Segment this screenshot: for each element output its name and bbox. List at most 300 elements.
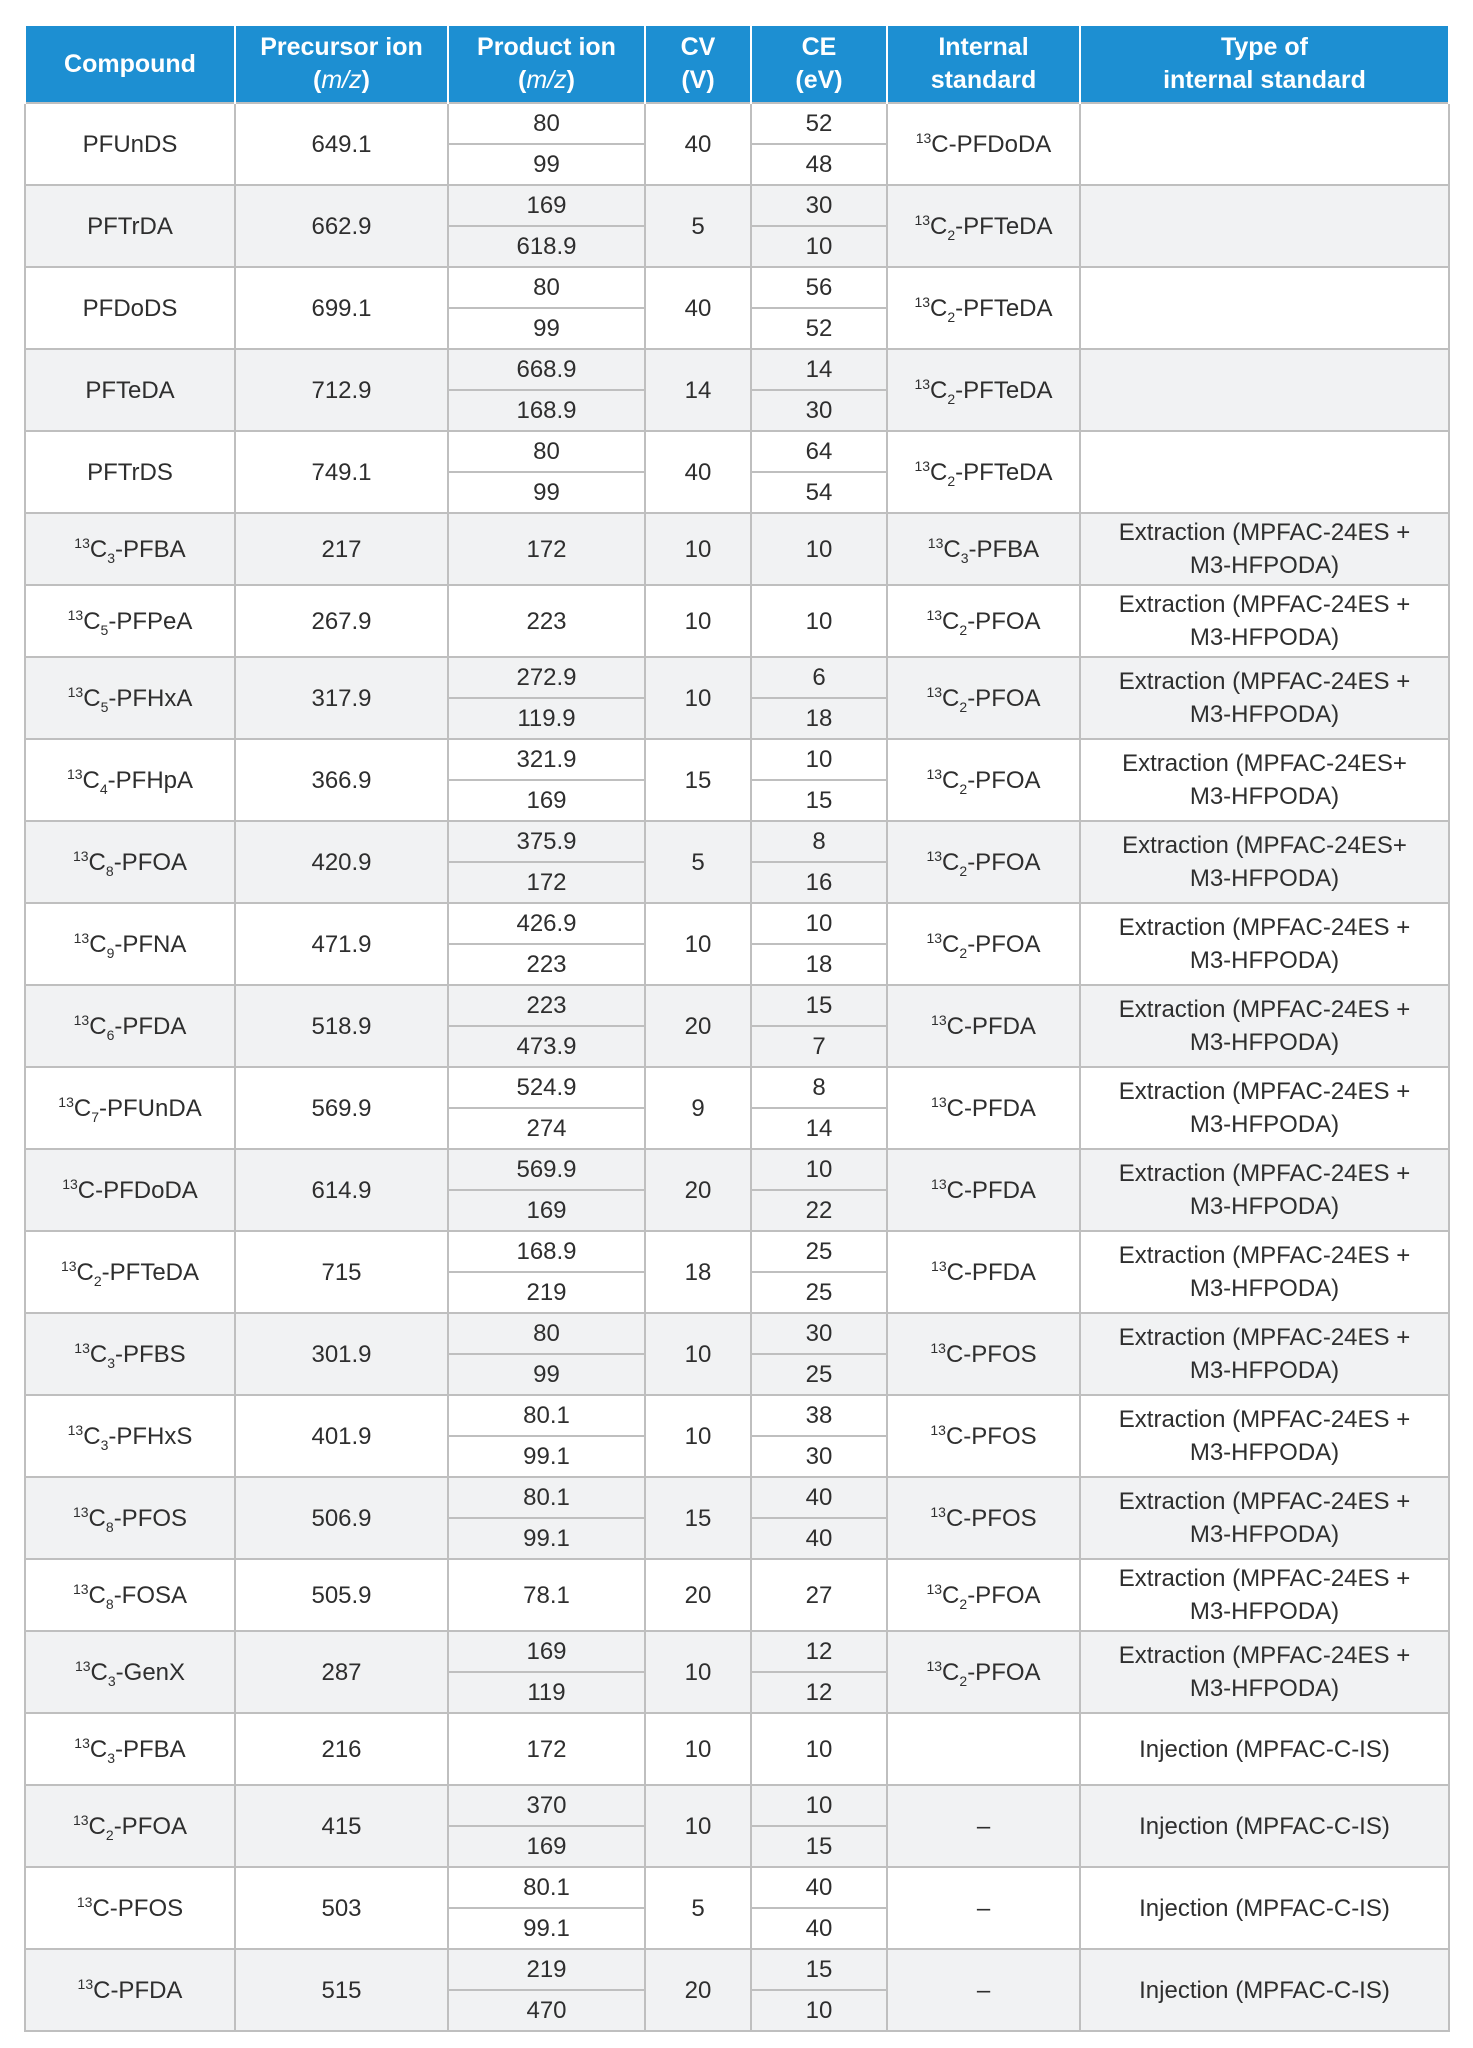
ce-cell: 56 bbox=[751, 267, 887, 308]
ce-cell: 10 bbox=[751, 226, 887, 267]
isotope-superscript: 13 bbox=[914, 293, 931, 310]
compound-cell: $^{13}C_8$-FOSA bbox=[25, 1559, 235, 1631]
table-row bbox=[25, 1477, 1449, 1518]
product-ion-cell: 99 bbox=[448, 1354, 645, 1395]
type-of-internal-standard-cell bbox=[1080, 1559, 1449, 1631]
type-line: M3-HFPODA) bbox=[1189, 1357, 1340, 1384]
type-line: M3-HFPODA) bbox=[1189, 947, 1340, 974]
isotope-subscript: 2 bbox=[959, 1672, 968, 1689]
type-of-internal-standard-cell bbox=[1080, 585, 1449, 657]
cv-cell: 40 bbox=[645, 103, 751, 185]
isotope-superscript: 13 bbox=[76, 1893, 93, 1910]
compound-cell: $^{13}C_3$-GenX bbox=[25, 1631, 235, 1713]
ce-cell: 16 bbox=[751, 862, 887, 903]
compound-cell bbox=[25, 267, 235, 349]
product-ion-cell: 223 bbox=[448, 985, 645, 1026]
table-row bbox=[25, 267, 1449, 308]
compound-cell: $^{13}C_3$-PFBA bbox=[25, 513, 235, 585]
ce-cell: 14 bbox=[751, 349, 887, 390]
internal-standard-cell bbox=[887, 1395, 1080, 1477]
precursor-ion-cell: 505.9 bbox=[235, 1559, 448, 1631]
table-row bbox=[25, 1949, 1449, 1990]
internal-standard-name: -PFBA bbox=[968, 535, 1040, 563]
product-ion-cell: 169 bbox=[448, 1826, 645, 1867]
product-ion-cell: 168.9 bbox=[448, 1231, 645, 1272]
header-precursor-ion: Precursor ion (m/z) bbox=[235, 25, 448, 103]
compound-cell: $^{13}C_7$-PFUnDA bbox=[25, 1067, 235, 1149]
isotope-superscript: 13 bbox=[926, 1657, 943, 1674]
type-of-internal-standard-cell bbox=[1080, 821, 1449, 903]
internal-standard-cell: $^{13}C_2$-PFTeDA bbox=[887, 267, 1080, 349]
compound-name: -PFTeDA bbox=[101, 1258, 200, 1286]
precursor-ion-cell: 471.9 bbox=[235, 903, 448, 985]
product-ion-cell: 618.9 bbox=[448, 226, 645, 267]
isotope-superscript: 13 bbox=[927, 534, 944, 551]
isotope-subscript: 3 bbox=[100, 1436, 109, 1453]
type-of-internal-standard-cell bbox=[1080, 985, 1449, 1067]
product-ion-cell: 80 bbox=[448, 267, 645, 308]
internal-standard-cell: $^{13}C_2$-PFOA bbox=[887, 739, 1080, 821]
product-ion-cell: 80.1 bbox=[448, 1477, 645, 1518]
compound-cell bbox=[25, 1867, 235, 1949]
product-ion-cell: 274 bbox=[448, 1108, 645, 1149]
product-ion-cell: 169 bbox=[448, 1631, 645, 1672]
product-ion-cell: 272.9 bbox=[448, 657, 645, 698]
ce-cell: 10 bbox=[751, 903, 887, 944]
internal-standard-cell bbox=[887, 1785, 1080, 1867]
isotope-subscript: 2 bbox=[947, 226, 956, 243]
isotope-superscript: 13 bbox=[931, 1257, 947, 1274]
type-of-internal-standard-cell bbox=[1080, 657, 1449, 739]
internal-standard-name: – bbox=[976, 1894, 991, 1922]
compound-cell bbox=[25, 431, 235, 513]
isotope-superscript: 13 bbox=[72, 1503, 89, 1520]
cv-cell: 10 bbox=[645, 1395, 751, 1477]
isotope-subscript: 2 bbox=[947, 390, 956, 407]
isotope-superscript: 13 bbox=[77, 1975, 94, 1992]
isotope-subscript: 5 bbox=[100, 698, 109, 715]
isotope-subscript: 2 bbox=[959, 621, 968, 638]
type-line: Extraction (MPFAC-24ES + bbox=[1118, 519, 1411, 546]
compound-name: -PFOA bbox=[113, 1812, 188, 1840]
table-row bbox=[25, 1231, 1449, 1272]
precursor-ion-cell: 267.9 bbox=[235, 585, 448, 657]
type-of-internal-standard-cell bbox=[1080, 1477, 1449, 1559]
isotope-subscript: 2 bbox=[959, 780, 968, 797]
ce-cell: 8 bbox=[751, 821, 887, 862]
ce-cell: 8 bbox=[751, 1067, 887, 1108]
internal-standard-cell bbox=[887, 1313, 1080, 1395]
ce-cell: 52 bbox=[751, 103, 887, 144]
isotope-superscript: 13 bbox=[914, 375, 931, 392]
table-row bbox=[25, 513, 1449, 585]
product-ion-cell: 426.9 bbox=[448, 903, 645, 944]
compound-name: -PFUnDA bbox=[99, 1094, 202, 1122]
type-line: Extraction (MPFAC-24ES + bbox=[1118, 1565, 1411, 1592]
product-ion-cell: 169 bbox=[448, 185, 645, 226]
internal-standard-name: -PFTeDA bbox=[955, 294, 1053, 322]
isotope-superscript: 13 bbox=[915, 129, 932, 146]
precursor-ion-cell: 515 bbox=[235, 1949, 448, 2031]
compound-name: PFTrDA bbox=[87, 212, 173, 240]
type-of-internal-standard-cell bbox=[1080, 349, 1449, 431]
type-line: Injection (MPFAC-C-IS) bbox=[1139, 1812, 1390, 1840]
product-ion-cell: 99 bbox=[448, 472, 645, 513]
isotope-superscript: 13 bbox=[73, 1011, 90, 1028]
table-row bbox=[25, 739, 1449, 780]
internal-standard-name: C-PFDA bbox=[946, 1176, 1036, 1204]
type-line: Extraction (MPFAC-24ES + bbox=[1118, 1242, 1411, 1269]
isotope-superscript: 13 bbox=[926, 683, 943, 700]
compound-cell bbox=[25, 185, 235, 267]
isotope-subscript: 2 bbox=[959, 1595, 968, 1612]
isotope-subscript: 3 bbox=[107, 1672, 116, 1689]
table-row bbox=[25, 1631, 1449, 1672]
internal-standard-name: -PFOA bbox=[967, 1658, 1041, 1686]
header-type-of-internal-standard: Type of internal standard bbox=[1080, 25, 1449, 103]
ce-cell: 40 bbox=[751, 1867, 887, 1908]
compound-name: PFTrDS bbox=[87, 458, 173, 486]
internal-standard-name: C-PFDA bbox=[946, 1258, 1036, 1286]
type-line: Extraction (MPFAC-24ES + bbox=[1118, 591, 1411, 618]
ce-cell: 25 bbox=[751, 1231, 887, 1272]
type-line: M3-HFPODA) bbox=[1189, 1439, 1340, 1466]
ce-cell: 12 bbox=[751, 1672, 887, 1713]
internal-standard-cell: $^{13}C_2$-PFTeDA bbox=[887, 185, 1080, 267]
internal-standard-name: – bbox=[976, 1976, 991, 2004]
ce-cell: 6 bbox=[751, 657, 887, 698]
isotope-subscript: 8 bbox=[105, 1518, 114, 1535]
cv-cell: 10 bbox=[645, 657, 751, 739]
type-line: Extraction (MPFAC-24ES + bbox=[1118, 914, 1411, 941]
compound-cell bbox=[25, 1149, 235, 1231]
isotope-superscript: 13 bbox=[931, 1011, 947, 1028]
precursor-ion-cell: 503 bbox=[235, 1867, 448, 1949]
type-line: M3-HFPODA) bbox=[1189, 624, 1340, 651]
isotope-subscript: 3 bbox=[107, 1749, 116, 1766]
internal-standard-name: -PFOA bbox=[967, 684, 1041, 712]
internal-standard-cell: $^{13}C_2$-PFOA bbox=[887, 821, 1080, 903]
header-internal-standard: Internal standard bbox=[887, 25, 1080, 103]
product-ion-cell: 80 bbox=[448, 103, 645, 144]
table-row bbox=[25, 431, 1449, 472]
cv-cell: 18 bbox=[645, 1231, 751, 1313]
isotope-superscript: 13 bbox=[67, 683, 84, 700]
compound-cell: $^{13}C_9$-PFNA bbox=[25, 903, 235, 985]
product-ion-cell: 119.9 bbox=[448, 698, 645, 739]
product-ion-cell: 80.1 bbox=[448, 1867, 645, 1908]
product-ion-cell: 168.9 bbox=[448, 390, 645, 431]
precursor-ion-cell: 401.9 bbox=[235, 1395, 448, 1477]
precursor-ion-cell: 287 bbox=[235, 1631, 448, 1713]
compound-name: -PFBA bbox=[115, 535, 186, 563]
type-of-internal-standard-cell bbox=[1080, 1631, 1449, 1713]
type-of-internal-standard-cell bbox=[1080, 1395, 1449, 1477]
product-ion-cell: 668.9 bbox=[448, 349, 645, 390]
compound-cell: $^{13}C_4$-PFHpA bbox=[25, 739, 235, 821]
internal-standard-cell bbox=[887, 1713, 1080, 1785]
type-of-internal-standard-cell bbox=[1080, 1713, 1449, 1785]
isotope-subscript: 3 bbox=[107, 1354, 116, 1371]
isotope-superscript: 13 bbox=[930, 1421, 946, 1438]
table-row bbox=[25, 1713, 1449, 1785]
ce-cell: 30 bbox=[751, 1436, 887, 1477]
table-row bbox=[25, 903, 1449, 944]
product-ion-cell: 169 bbox=[448, 1190, 645, 1231]
internal-standard-cell: $^{13}C_2$-PFTeDA bbox=[887, 349, 1080, 431]
internal-standard-cell bbox=[887, 1949, 1080, 2031]
type-of-internal-standard-cell bbox=[1080, 1867, 1449, 1949]
type-line: Extraction (MPFAC-24ES + bbox=[1118, 1324, 1411, 1351]
product-ion-cell: 99.1 bbox=[448, 1908, 645, 1949]
internal-standard-cell: $^{13}C_2$-PFOA bbox=[887, 903, 1080, 985]
compound-name: PFTeDA bbox=[85, 376, 175, 404]
compound-name: -PFHpA bbox=[107, 766, 194, 794]
precursor-ion-cell: 662.9 bbox=[235, 185, 448, 267]
compound-name: PFUnDS bbox=[82, 130, 178, 158]
cv-cell: 15 bbox=[645, 1477, 751, 1559]
precursor-ion-cell: 699.1 bbox=[235, 267, 448, 349]
compound-name: -PFNA bbox=[114, 930, 187, 958]
ce-cell: 15 bbox=[751, 1826, 887, 1867]
isotope-superscript: 13 bbox=[66, 765, 83, 782]
isotope-subscript: 9 bbox=[106, 944, 115, 961]
ce-cell: 40 bbox=[751, 1908, 887, 1949]
ce-cell: 18 bbox=[751, 698, 887, 739]
compound-cell: $^{13}C_2$-PFOA bbox=[25, 1785, 235, 1867]
internal-standard-cell: $^{13}C_2$-PFOA bbox=[887, 657, 1080, 739]
isotope-subscript: 5 bbox=[100, 621, 109, 638]
ce-cell: 40 bbox=[751, 1477, 887, 1518]
internal-standard-name: – bbox=[976, 1812, 991, 1840]
ce-cell: 30 bbox=[751, 185, 887, 226]
product-ion-cell: 473.9 bbox=[448, 1026, 645, 1067]
isotope-subscript: 2 bbox=[105, 1826, 114, 1843]
compound-name: -PFHxA bbox=[108, 684, 193, 712]
compound-name: -PFOA bbox=[113, 848, 188, 876]
internal-standard-cell: $^{13}C_2$-PFOA bbox=[887, 1559, 1080, 1631]
type-line: M3-HFPODA) bbox=[1189, 1029, 1340, 1056]
isotope-superscript: 13 bbox=[926, 606, 943, 623]
compound-cell: $^{13}C_3$-PFBA bbox=[25, 1713, 235, 1785]
isotope-subscript: 2 bbox=[947, 472, 956, 489]
product-ion-cell: 524.9 bbox=[448, 1067, 645, 1108]
ce-cell: 10 bbox=[751, 585, 887, 657]
precursor-ion-cell: 415 bbox=[235, 1785, 448, 1867]
product-ion-cell: 172 bbox=[448, 513, 645, 585]
cv-cell: 10 bbox=[645, 1313, 751, 1395]
ce-cell: 7 bbox=[751, 1026, 887, 1067]
ce-cell: 27 bbox=[751, 1559, 887, 1631]
compound-cell: $^{13}C_8$-PFOS bbox=[25, 1477, 235, 1559]
compound-cell: $^{13}C_5$-PFHxA bbox=[25, 657, 235, 739]
compound-name: -PFBS bbox=[115, 1340, 186, 1368]
internal-standard-name: C-PFDoDA bbox=[931, 130, 1052, 158]
isotope-subscript: 2 bbox=[959, 862, 968, 879]
cv-cell: 14 bbox=[645, 349, 751, 431]
cv-cell: 20 bbox=[645, 1149, 751, 1231]
compound-name: -PFOS bbox=[113, 1504, 188, 1532]
type-of-internal-standard-cell bbox=[1080, 1785, 1449, 1867]
internal-standard-cell bbox=[887, 1231, 1080, 1313]
internal-standard-cell bbox=[887, 985, 1080, 1067]
type-line: M3-HFPODA) bbox=[1189, 1675, 1340, 1702]
isotope-superscript: 13 bbox=[914, 457, 931, 474]
type-line: M3-HFPODA) bbox=[1189, 1111, 1340, 1138]
isotope-superscript: 13 bbox=[931, 1175, 947, 1192]
ce-cell: 25 bbox=[751, 1354, 887, 1395]
precursor-ion-cell: 366.9 bbox=[235, 739, 448, 821]
isotope-subscript: 7 bbox=[91, 1108, 100, 1125]
type-line: M3-HFPODA) bbox=[1189, 552, 1340, 579]
product-ion-cell: 99.1 bbox=[448, 1436, 645, 1477]
precursor-ion-cell: 569.9 bbox=[235, 1067, 448, 1149]
type-line: M3-HFPODA) bbox=[1189, 1521, 1340, 1548]
isotope-subscript: 2 bbox=[959, 944, 968, 961]
type-line: Injection (MPFAC-C-IS) bbox=[1139, 1976, 1390, 2004]
precursor-ion-cell: 301.9 bbox=[235, 1313, 448, 1395]
cv-cell: 10 bbox=[645, 585, 751, 657]
internal-standard-cell bbox=[887, 1149, 1080, 1231]
isotope-superscript: 13 bbox=[72, 1580, 89, 1597]
precursor-ion-cell: 506.9 bbox=[235, 1477, 448, 1559]
cv-cell: 9 bbox=[645, 1067, 751, 1149]
ce-cell: 10 bbox=[751, 1990, 887, 2031]
type-of-internal-standard-cell bbox=[1080, 739, 1449, 821]
product-ion-cell: 172 bbox=[448, 862, 645, 903]
ce-cell: 64 bbox=[751, 431, 887, 472]
product-ion-cell: 470 bbox=[448, 1990, 645, 2031]
product-ion-cell: 321.9 bbox=[448, 739, 645, 780]
type-of-internal-standard-cell bbox=[1080, 1949, 1449, 2031]
type-of-internal-standard-cell bbox=[1080, 1149, 1449, 1231]
compound-name: C-PFDoDA bbox=[77, 1176, 198, 1204]
table-row bbox=[25, 1785, 1449, 1826]
isotope-superscript: 13 bbox=[72, 847, 89, 864]
type-line: Extraction (MPFAC-24ES+ bbox=[1122, 832, 1407, 859]
isotope-subscript: 2 bbox=[93, 1272, 102, 1289]
isotope-superscript: 13 bbox=[73, 929, 90, 946]
cv-cell: 10 bbox=[645, 1785, 751, 1867]
isotope-superscript: 13 bbox=[926, 847, 943, 864]
product-ion-cell: 99 bbox=[448, 144, 645, 185]
isotope-subscript: 4 bbox=[99, 780, 108, 797]
product-ion-cell: 172 bbox=[448, 1713, 645, 1785]
product-ion-cell: 99 bbox=[448, 308, 645, 349]
ce-cell: 25 bbox=[751, 1272, 887, 1313]
isotope-superscript: 13 bbox=[930, 1503, 946, 1520]
internal-standard-name: C-PFOS bbox=[945, 1422, 1037, 1450]
header-row bbox=[25, 25, 1449, 103]
internal-standard-cell bbox=[887, 103, 1080, 185]
ce-cell: 10 bbox=[751, 1785, 887, 1826]
product-ion-cell: 219 bbox=[448, 1272, 645, 1313]
table-row bbox=[25, 185, 1449, 226]
ce-cell: 40 bbox=[751, 1518, 887, 1559]
isotope-superscript: 13 bbox=[926, 765, 943, 782]
precursor-ion-cell: 518.9 bbox=[235, 985, 448, 1067]
table-row bbox=[25, 1559, 1449, 1631]
type-of-internal-standard-cell bbox=[1080, 267, 1449, 349]
internal-standard-cell bbox=[887, 1477, 1080, 1559]
internal-standard-cell: $^{13}C_2$-PFOA bbox=[887, 585, 1080, 657]
ce-cell: 10 bbox=[751, 1713, 887, 1785]
isotope-subscript: 2 bbox=[959, 698, 968, 715]
isotope-subscript: 2 bbox=[947, 308, 956, 325]
isotope-superscript: 13 bbox=[931, 1093, 947, 1110]
table-row bbox=[25, 103, 1449, 144]
isotope-superscript: 13 bbox=[74, 1339, 90, 1356]
product-ion-cell: 375.9 bbox=[448, 821, 645, 862]
type-line: Injection (MPFAC-C-IS) bbox=[1139, 1735, 1390, 1763]
ce-cell: 52 bbox=[751, 308, 887, 349]
ce-cell: 30 bbox=[751, 1313, 887, 1354]
ce-cell: 48 bbox=[751, 144, 887, 185]
internal-standard-cell bbox=[887, 1867, 1080, 1949]
ce-cell: 15 bbox=[751, 780, 887, 821]
header-compound: Compound bbox=[25, 25, 235, 103]
cv-cell: 40 bbox=[645, 431, 751, 513]
precursor-ion-cell: 217 bbox=[235, 513, 448, 585]
product-ion-cell: 78.1 bbox=[448, 1559, 645, 1631]
compound-cell: $^{13}C_8$-PFOA bbox=[25, 821, 235, 903]
product-ion-cell: 223 bbox=[448, 585, 645, 657]
type-line: M3-HFPODA) bbox=[1189, 1598, 1340, 1625]
internal-standard-name: -PFTeDA bbox=[955, 212, 1053, 240]
isotope-subscript: 3 bbox=[107, 549, 116, 566]
ce-cell: 38 bbox=[751, 1395, 887, 1436]
isotope-superscript: 13 bbox=[914, 211, 931, 228]
product-ion-cell: 219 bbox=[448, 1949, 645, 1990]
isotope-superscript: 13 bbox=[74, 534, 90, 551]
cv-cell: 10 bbox=[645, 1713, 751, 1785]
compound-name: PFDoDS bbox=[82, 294, 178, 322]
ce-cell: 15 bbox=[751, 1949, 887, 1990]
table-header bbox=[25, 25, 1449, 103]
precursor-ion-cell: 317.9 bbox=[235, 657, 448, 739]
type-line: Extraction (MPFAC-24ES + bbox=[1118, 1406, 1411, 1433]
type-of-internal-standard-cell bbox=[1080, 513, 1449, 585]
product-ion-cell: 99.1 bbox=[448, 1518, 645, 1559]
internal-standard-name: -PFOA bbox=[967, 930, 1041, 958]
cv-cell: 5 bbox=[645, 185, 751, 267]
cv-cell: 20 bbox=[645, 1559, 751, 1631]
isotope-superscript: 13 bbox=[67, 1421, 84, 1438]
precursor-ion-cell: 715 bbox=[235, 1231, 448, 1313]
precursor-ion-cell: 749.1 bbox=[235, 431, 448, 513]
table-row bbox=[25, 585, 1449, 657]
product-ion-cell: 80 bbox=[448, 1313, 645, 1354]
precursor-ion-cell: 649.1 bbox=[235, 103, 448, 185]
table-row bbox=[25, 1395, 1449, 1436]
product-ion-cell: 370 bbox=[448, 1785, 645, 1826]
type-line: M3-HFPODA) bbox=[1189, 865, 1340, 892]
compound-cell bbox=[25, 1949, 235, 2031]
isotope-superscript: 13 bbox=[74, 1657, 91, 1674]
table-row bbox=[25, 657, 1449, 698]
ce-cell: 10 bbox=[751, 739, 887, 780]
type-line: M3-HFPODA) bbox=[1189, 1193, 1340, 1220]
internal-standard-cell bbox=[887, 1067, 1080, 1149]
cv-cell: 20 bbox=[645, 985, 751, 1067]
internal-standard-name: -PFTeDA bbox=[955, 458, 1053, 486]
cv-cell: 10 bbox=[645, 1631, 751, 1713]
compound-cell: $^{13}C_5$-PFPeA bbox=[25, 585, 235, 657]
internal-standard-name: -PFTeDA bbox=[955, 376, 1053, 404]
compound-cell: $^{13}C_3$-PFHxS bbox=[25, 1395, 235, 1477]
type-line: Extraction (MPFAC-24ES + bbox=[1118, 1488, 1411, 1515]
cv-cell: 15 bbox=[645, 739, 751, 821]
